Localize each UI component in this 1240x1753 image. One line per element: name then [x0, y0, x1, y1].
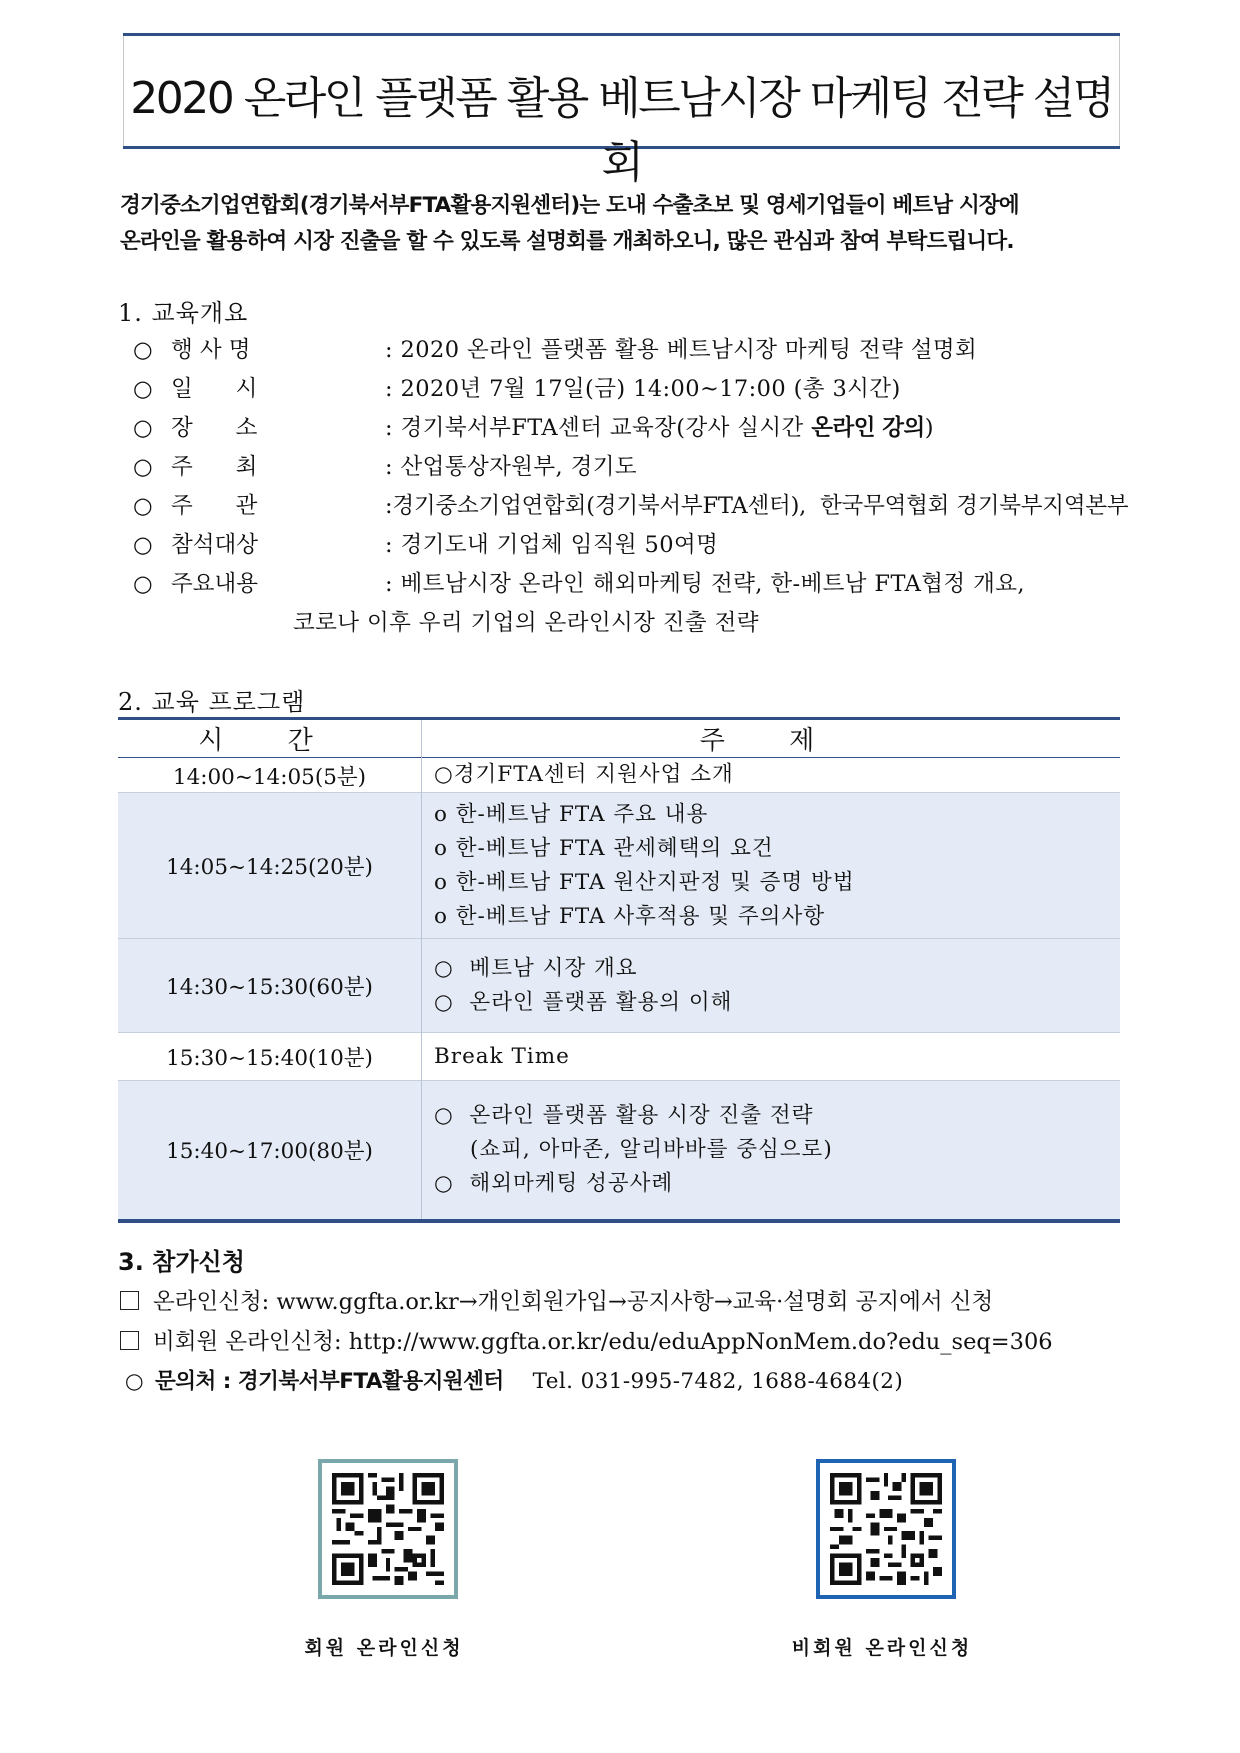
apply-online-row — [120, 1283, 1130, 1323]
qr-code-icon — [332, 1473, 444, 1585]
topic-cell — [422, 793, 1121, 939]
topic-cell — [422, 1081, 1121, 1221]
topic-line: Break Time — [434, 1043, 570, 1069]
separator: : — [385, 571, 393, 597]
topic-line: (쇼피, 아마존, 알리바바를 중심으로) — [470, 1136, 833, 1162]
overview-value: : 2020년 7월 17일(금) 14:00~17:00 (총 3시간) — [385, 376, 901, 402]
overview-value: : 경기도내 기업체 임직원 50여명 — [385, 532, 719, 558]
overview-key: 장 소 — [171, 415, 258, 441]
overview-key: 주요내용 — [171, 571, 258, 597]
nonmember-apply-link[interactable]: 비회원 온라인신청: http://www.ggfta.or.kr/edu/eduAppNonMem.do?edu_seq=306 — [153, 1329, 1053, 1355]
bullet-icon: ○ — [133, 493, 153, 519]
topic-line: ○ 베트남 시장 개요 — [434, 955, 638, 981]
topic-line: o 한-베트남 FTA 원산지판정 및 증명 방법 — [434, 869, 855, 895]
topic-line: ○ 온라인 플랫폼 활용 시장 진출 전략 — [434, 1102, 814, 1128]
time-cell: 14:05~14:25(20분) — [118, 793, 422, 939]
overview-item-venue — [133, 410, 1133, 449]
program-table — [118, 717, 1120, 1223]
overview-item-event — [133, 332, 1133, 371]
program-table-header — [118, 719, 1120, 758]
separator: : — [385, 454, 393, 480]
overview-item-contents — [133, 566, 1133, 605]
overview-value: : 산업통상자원부, 경기도 — [385, 454, 638, 480]
bullet-icon: ○ — [133, 415, 153, 441]
contact-label: 문의처 : 경기북서부FTA활용지원센터 — [155, 1369, 504, 1394]
online-lecture-emphasis: 온라인 강의 — [811, 415, 925, 441]
overview-list — [133, 332, 1133, 644]
table-row — [118, 1033, 1120, 1081]
column-header-topic: 주 제 — [699, 726, 843, 756]
section-heading-apply: 3. 참가신청 — [118, 1248, 245, 1276]
apply-list — [120, 1283, 1130, 1403]
contact-phone: Tel. 031-995-7482, 1688-4684(2) — [532, 1369, 904, 1394]
overview-item-audience — [133, 527, 1133, 566]
overview-value: :경기중소기업연합회(경기북서부FTA센터), 한국무역협회 경기북부지역본부 — [385, 493, 1129, 519]
overview-value: : 경기북서부FTA센터 교육장(강사 실시간 온라인 강의) — [385, 415, 934, 441]
overview-key: 참석대상 — [171, 532, 258, 558]
time-cell: 14:30~15:30(60분) — [118, 939, 422, 1033]
overview-contents-continuation: 코로나 이후 우리 기업의 온라인시장 진출 전략 — [293, 610, 759, 636]
overview-key: 주 최 — [171, 454, 258, 480]
qr-code-icon — [830, 1473, 942, 1585]
apply-nonmember-row — [120, 1323, 1130, 1363]
member-qr-code[interactable] — [318, 1459, 458, 1599]
bullet-icon: ○ — [124, 1369, 144, 1394]
separator: : — [385, 337, 393, 363]
table-row — [118, 1081, 1120, 1221]
overview-key: 일 시 — [171, 376, 258, 402]
overview-item-host — [133, 449, 1133, 488]
bullet-icon: ○ — [133, 376, 153, 402]
nonmember-qr-label: 비회원 온라인신청 — [791, 1637, 973, 1659]
overview-value: : 베트남시장 온라인 해외마케팅 전략, 한-베트남 FTA협정 개요, — [385, 571, 1025, 597]
separator: : — [385, 493, 393, 519]
time-cell: 15:40~17:00(80분) — [118, 1081, 422, 1221]
separator: : — [385, 376, 393, 402]
topic-cell — [422, 1033, 1121, 1081]
column-header-time: 시 간 — [118, 719, 422, 758]
member-qr-label: 회원 온라인신청 — [304, 1637, 464, 1659]
bullet-icon: ○ — [133, 454, 153, 480]
contact-row — [120, 1363, 1130, 1403]
page-title: 2020 온라인 플랫폼 활용 베트남시장 마케팅 전략 설명회 — [130, 73, 1113, 188]
topic-line: ○ 해외마케팅 성공사례 — [434, 1170, 674, 1196]
overview-key: 행 사 명 — [171, 337, 251, 363]
time-cell: 15:30~15:40(10분) — [118, 1033, 422, 1081]
overview-item-organizer — [133, 488, 1133, 527]
bullet-icon: ○ — [133, 571, 153, 597]
checkbox-icon — [120, 1291, 139, 1310]
topic-cell — [422, 758, 1121, 793]
topic-line: o 한-베트남 FTA 주요 내용 — [434, 801, 709, 827]
table-row — [118, 939, 1120, 1033]
table-row — [118, 758, 1120, 793]
separator: : — [385, 532, 393, 558]
title-box — [123, 33, 1120, 188]
overview-key: 주 관 — [171, 493, 258, 519]
online-apply-link[interactable]: 온라인신청: www.ggfta.or.kr→개인회원가입→공지사항→교육·설명회 공지에서 신청 — [153, 1289, 994, 1315]
intro-line: 온라인을 활용하여 시장 진출을 할 수 있도록 설명회를 개최하오니, 많은 관심과 참여 부탁드립니다. — [120, 229, 1014, 254]
topic-line: ○경기FTA센터 지원사업 소개 — [434, 762, 734, 787]
topic-line: o 한-베트남 FTA 사후적용 및 주의사항 — [434, 903, 825, 929]
time-cell: 14:00~14:05(5분) — [118, 758, 422, 793]
section-heading-program: 2. 교육 프로그램 — [118, 688, 306, 716]
overview-value: : 2020 온라인 플랫폼 활용 베트남시장 마케팅 전략 설명회 — [385, 337, 978, 363]
overview-item-date — [133, 371, 1133, 410]
bullet-icon: ○ — [133, 532, 153, 558]
checkbox-icon — [120, 1331, 139, 1350]
nonmember-qr-code[interactable] — [816, 1459, 956, 1599]
topic-line: ○ 온라인 플랫폼 활용의 이해 — [434, 989, 733, 1015]
table-row — [118, 793, 1120, 939]
intro-paragraph — [120, 188, 1130, 260]
separator: : — [385, 415, 393, 441]
topic-cell — [422, 939, 1121, 1033]
bullet-icon: ○ — [133, 337, 153, 363]
topic-line: o 한-베트남 FTA 관세혜택의 요건 — [434, 835, 774, 861]
intro-line: 경기중소기업연합회(경기북서부FTA활용지원센터)는 도내 수출초보 및 영세기업들이 베트남 시장에 — [120, 193, 1019, 218]
section-heading-overview: 1. 교육개요 — [118, 299, 249, 327]
